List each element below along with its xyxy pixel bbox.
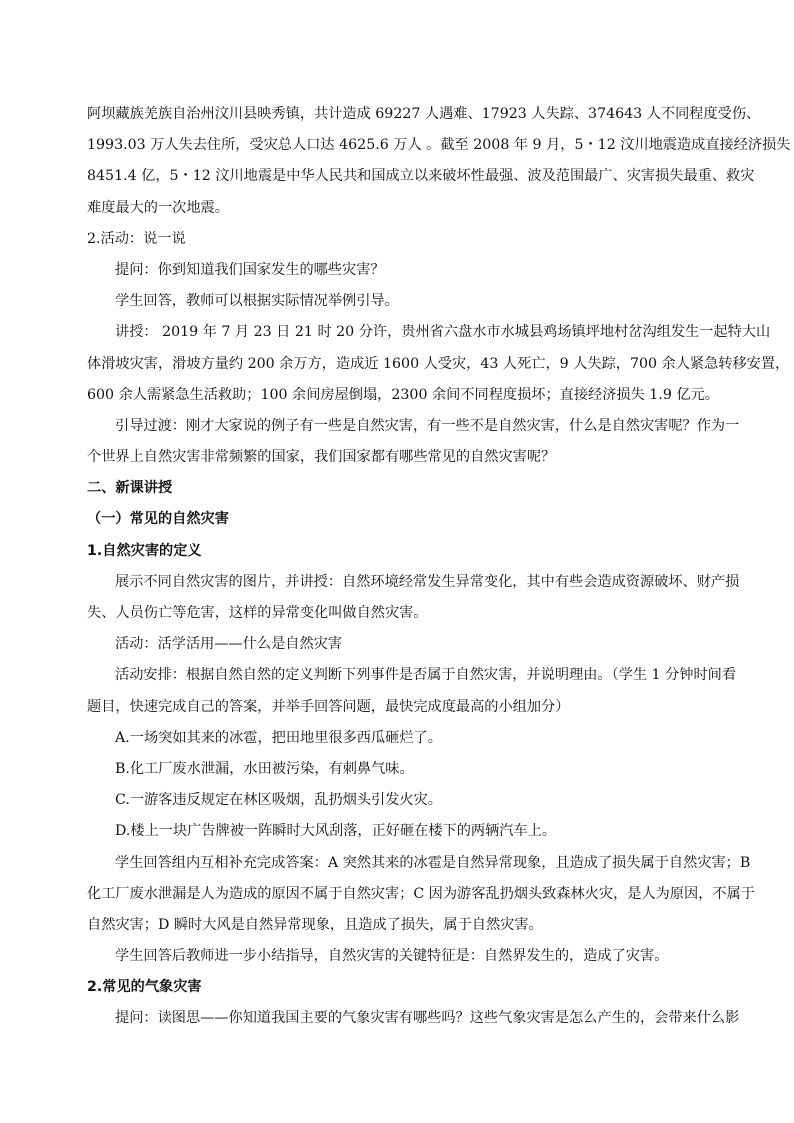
paragraph-line: 题目，快速完成自己的答案，并举手回答问题，最快完成度最高的小组加分）	[87, 698, 570, 715]
paragraph-line: 8451.4 亿，5・12 汶川地震是中华人民共和国成立以来破坏性最强、波及范围最广、灾害损失最重、救灾	[87, 168, 755, 185]
paragraph-line: 引导过渡：刚才大家说的例子有一些是自然灾害，有一些不是自然灾害，什么是自然灾害呢？作为一	[115, 417, 740, 434]
paragraph-line: 学生回答组内互相补充完成答案：A 突然其来的冰雹是自然异常现象，且造成了损失属于自然灾害；B	[115, 854, 751, 871]
paragraph-line: B.化工厂废水泄漏，水田被污染，有刺鼻气味。	[115, 760, 414, 777]
paragraph-line: 600 余人需紧急生活救助；100 余间房屋倒塌，2300 余间不同程度损坏；直接经济损失 1.9 亿元。	[87, 386, 719, 403]
section-heading: 2.常见的气象灾害	[87, 979, 202, 996]
paragraph-line: 难度最大的一次地震。	[87, 199, 229, 216]
paragraph-line: C.一游客违反规定在林区吸烟，乱扔烟头引发火灾。	[115, 792, 442, 809]
paragraph-line: 活动安排：根据自然自然的定义判断下列事件是否属于自然灾害，并说明理由。（学生 1 分钟时间看	[115, 667, 737, 684]
paragraph-line: 体滑坡灾害，滑坡方量约 200 余万方，造成近 1600 人受灾，43 人死亡，9 人失踪，700 余人紧急转移安置，	[87, 355, 790, 372]
paragraph-line: D.楼上一块广告牌被一阵瞬时大风刮落，正好砸在楼下的两辆汽车上。	[115, 823, 557, 840]
paragraph-line: 学生回答后教师进一步小结指导，自然灾害的关键特征是：自然界发生的，造成了灾害。	[115, 948, 669, 965]
paragraph-line: 展示不同自然灾害的图片，并讲授：自然环境经常发生异常变化，其中有些会造成资源破坏、财产损	[115, 573, 740, 590]
paragraph-line: 讲授： 2019 年 7 月 23 日 21 时 20 分许，贵州省六盘水市水城县鸡场镇坪地村岔沟组发生一起特大山	[115, 324, 771, 341]
paragraph-line: 化工厂废水泄漏是人为造成的原因不属于自然灾害；C 因为游客乱扔烟头致森林火灾，是人为原因，不属于	[87, 885, 755, 902]
paragraph-line: 提问：读图思——你知道我国主要的气象灾害有哪些吗？这些气象灾害是怎么产生的，会带来什么影	[115, 1010, 740, 1027]
paragraph-line: 活动：活学活用——什么是自然灾害	[115, 636, 343, 653]
paragraph-line: 阿坝藏族羌族自治州汶川县映秀镇，共计造成 69227 人遇难、17923 人失踪、374643 人不同程度受伤、	[87, 106, 761, 122]
paragraph-line: A.一场突如其来的冰雹，把田地里很多西瓜砸烂了。	[115, 729, 442, 746]
paragraph-line: 失、人员伤亡等危害，这样的异常变化叫做自然灾害。	[87, 605, 428, 621]
paragraph-line: 个世界上自然灾害非常频繁的国家，我们国家都有哪些常见的自然灾害呢？	[87, 449, 556, 466]
paragraph-line: 提问：你到知道我们国家发生的哪些灾害？	[115, 261, 385, 278]
paragraph-line: 1993.03 万人失去住所，受灾总人口达 4625.6 万人 。截至 2008 年 9 月，5・12 汶川地震造成直接经济损失	[87, 137, 791, 154]
paragraph-line: 2.活动：说一说	[87, 230, 186, 247]
section-heading: （一）常见的自然灾害	[87, 511, 229, 528]
paragraph-line: 学生回答，教师可以根据实际情况举例引导。	[115, 293, 399, 310]
section-heading: 二、新课讲授	[87, 480, 173, 497]
paragraph-line: 自然灾害；D 瞬时大风是自然异常现象，且造成了损失，属于自然灾害。	[87, 916, 543, 933]
section-heading: 1.自然灾害的定义	[87, 542, 202, 559]
